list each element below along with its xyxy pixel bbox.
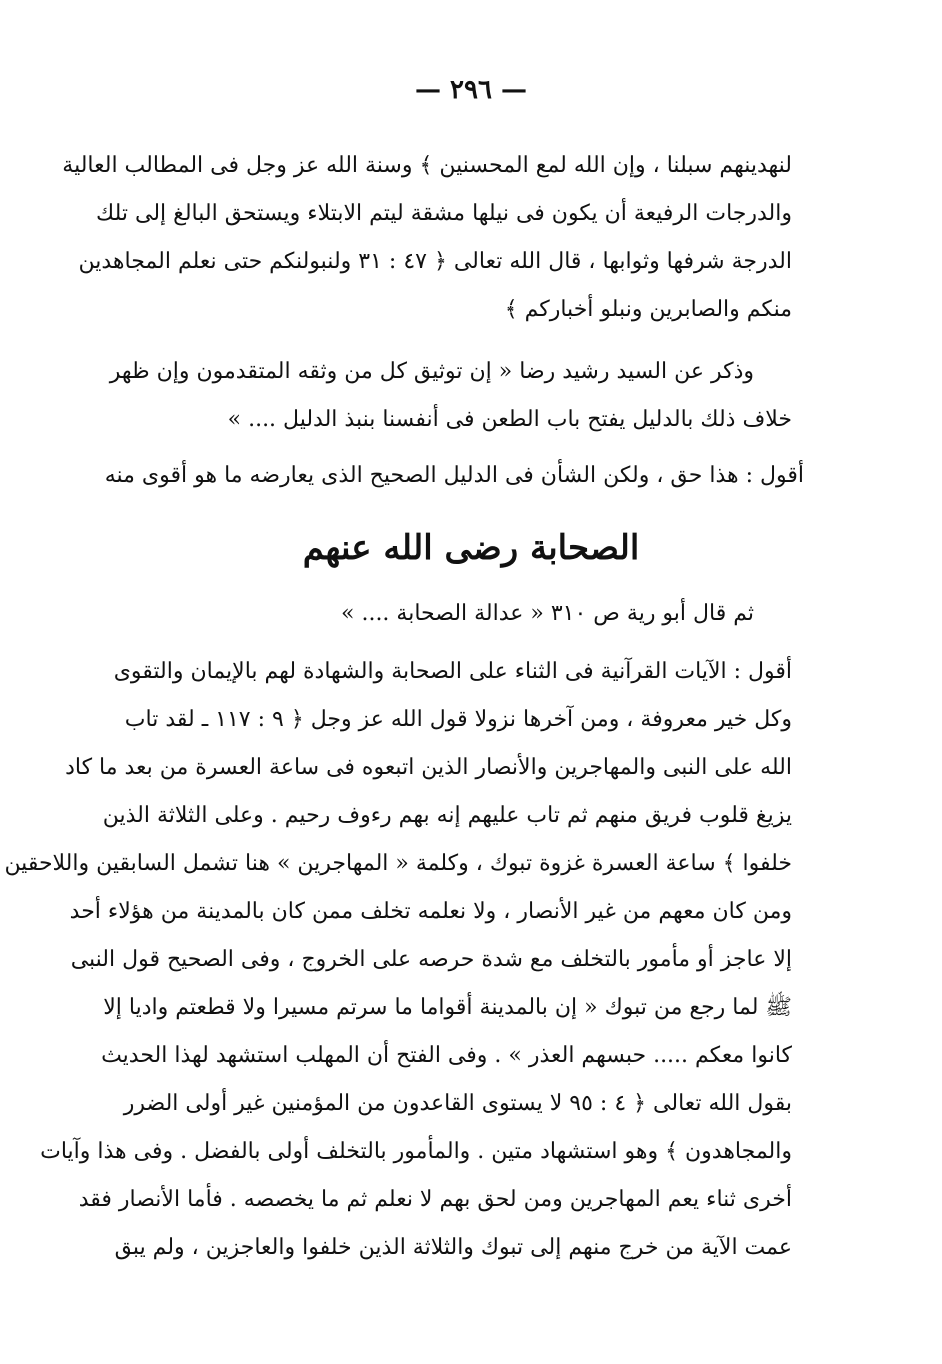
paragraph-2: [109, 348, 792, 444]
text-line: بقول الله تعالى ﴿ ٤ : ٩٥ لا يستوى القاعدون من المؤمنين غير أولى الضرر: [123, 1091, 792, 1116]
text-line: الله على النبى والمهاجرين والأنصار الذين اتبعوه فى ساعة العسرة من بعد ما كاد: [65, 755, 792, 780]
text-line: عمت الآية من خرج منهم إلى تبوك والثلاثة الذين خلفوا والعاجزين ، ولم يبق: [114, 1235, 792, 1260]
text-line: الدرجة شرفها وثوابها ، قال الله تعالى ﴿ ٤٧ : ٣١ ولنبولنكم حتى نعلم المجاهدين: [78, 249, 792, 274]
text-line: أقول : الآيات القرآنية فى الثناء على الصحابة والشهادة لهم بالإيمان والتقوى: [113, 659, 792, 684]
text-line: والدرجات الرفيعة أن يكون فى نيلها مشقة ليتم الابتلاء ويستحق البالغ إلى تلك: [96, 201, 792, 226]
text-line: خلاف ذلك بالدليل يفتح باب الطعن فى أنفسنا بنبذ الدليل .... »: [227, 407, 792, 432]
section-heading: الصحابة رضى الله عنهم: [302, 528, 640, 568]
text-line: منكم والصابرين ونبلو أخباركم ﴾: [504, 297, 792, 322]
text-line: أقول : هذا حق ، ولكن الشأن فى الدليل الصحيح الذى يعارضه ما هو أقوى منه: [104, 463, 804, 488]
text-line: أخرى ثناء يعم المهاجرين ومن لحق بهم لا نعلم ثم ما يخصصه . فأما الأنصار فقد: [78, 1187, 792, 1212]
text-line: خلفوا ﴾ ساعة العسرة غزوة تبوك ، وكلمة « المهاجرين » هنا تشمل السابقين واللاحقين: [4, 851, 792, 876]
text-line: إلا عاجز أو مأمور بالتخلف مع شدة حرصه على الخروج ، وفى الصحيح قول النبى: [70, 947, 792, 972]
text-line: ومن كان معهم من غير الأنصار ، ولا نعلمه تخلف ممن كان بالمدينة من هؤلاء أحد: [69, 899, 792, 924]
text-line: وذكر عن السيد رشيد رضا « إن توثيق كل من وثقه المتقدمون وإن ظهر: [109, 359, 754, 384]
text-line: لنهدينهم سبلنا ، وإن الله لمع المحسنين ﴾ وسنة الله عز وجل فى المطالب العالية: [62, 153, 792, 178]
text-line: وكل خير معروفة ، ومن آخرها نزولا قول الله عز وجل ﴿ ٩ : ١١٧ ـ لقد تاب: [124, 707, 792, 732]
paragraph-3: [104, 452, 804, 500]
text-line: والمجاهدون ﴾ وهو استشهاد متين . والمأمور بالتخلف أولى بالفضل . وفى هذا وآيات: [40, 1139, 792, 1164]
text-line: ﷺ لما رجع من تبوك « إن بالمدينة أقواما ما سرتم مسيرا ولا قطعتم واديا إلا: [103, 995, 792, 1020]
paragraph-1: [62, 142, 792, 334]
text-line: ثم قال أبو رية ص ٣١٠ « عدالة الصحابة .... »: [341, 601, 754, 626]
text-line: يزيغ قلوب فريق منهم ثم تاب عليهم إنه بهم رءوف رحيم . وعلى الثلاثة الذين: [102, 803, 792, 828]
text-line: كانوا معكم ..... حبسهم العذر » . وفى الفتح أن المهلب استشهد لهذا الحديث: [101, 1043, 792, 1068]
paragraph-5: [4, 648, 792, 1272]
paragraph-4: [152, 590, 792, 638]
page-number: — ٢٩٦ —: [414, 75, 528, 105]
